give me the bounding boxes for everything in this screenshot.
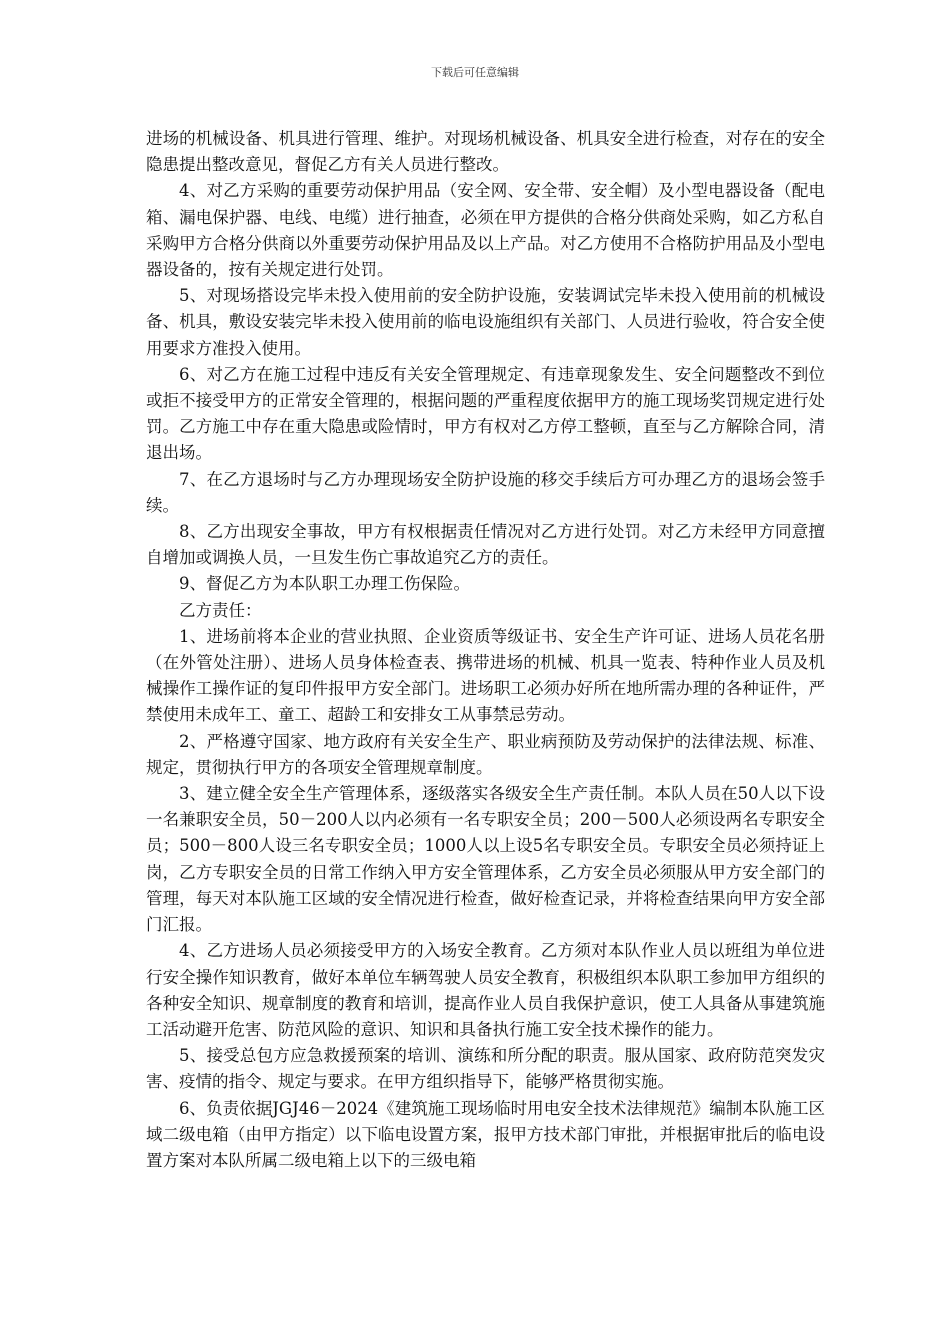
document-body bbox=[146, 126, 825, 1174]
paragraph: 5、接受总包方应急救援预案的培训、演练和所分配的职责。服从国家、政府防范突发灾害、疫情的指令、规定与要求。在甲方组织指导下，能够严格贯彻实施。 bbox=[146, 1046, 825, 1092]
paragraph: 2、严格遵守国家、地方政府有关安全生产、职业病预防及劳动保护的法律法规、标准、规定，贯彻执行甲方的各项安全管理规章制度。 bbox=[146, 731, 825, 777]
paragraph: 8、乙方出现安全事故，甲方有权根据责任情况对乙方进行处罚。对乙方未经甲方同意擅自增加或调换人员，一旦发生伤亡事故追究乙方的责任。 bbox=[146, 522, 825, 568]
paragraph: 6、对乙方在施工过程中违反有关安全管理规定、有违章现象发生、安全问题整改不到位或拒不接受甲方的正常安全管理的，根据问题的严重程度依据甲方的施工现场奖罚规定进行处罚。乙方施工中存在重大隐患或险情时，甲方有权对乙方停工整顿，直至与乙方解除合同，清退出场。 bbox=[146, 364, 825, 463]
paragraph: 7、在乙方退场时与乙方办理现场安全防护设施的移交手续后方可办理乙方的退场会签手续。 bbox=[146, 469, 825, 515]
paragraph: 9、督促乙方为本队职工办理工伤保险。 bbox=[179, 574, 470, 594]
paragraph: 4、乙方进场人员必须接受甲方的入场安全教育。乙方须对本队作业人员以班组为单位进行安全操作知识教育，做好本单位车辆驾驶人员安全教育，积极组织本队职工参加甲方组织的各种安全知识、规章制度的教育和培训，提高作业人员自我保护意识，使工人具备从事建筑施工活动避开危害、防范风险的意识、知识和具备执行施工安全技术操作的能力。 bbox=[146, 941, 825, 1039]
paragraph: 4、对乙方采购的重要劳动保护用品（安全网、安全带、安全帽）及小型电器设备（配电箱、漏电保护器、电线、电缆）进行抽查，必须在甲方提供的合格分供商处采购，如乙方私自采购甲方合格分供商以外重要劳动保护用品及以上产品。对乙方使用不合格防护用品及小型电器设备的，按有关规定进行处罚。 bbox=[146, 181, 825, 280]
section-heading-party-b: 乙方责任： bbox=[179, 600, 262, 620]
paragraph: 1、进场前将本企业的营业执照、企业资质等级证书、安全生产许可证、进场人员花名册（在外管处注册）、进场人员身体检查表、携带进场的机械、机具一览表、特种作业人员及机械操作工操作证的复印件报甲方安全部门。进场职工必须办好所在地所需办理的各种证件，严禁使用未成年工、童工、超龄工和安排女工从事禁忌劳动。 bbox=[146, 626, 825, 725]
page-header: 下载后可任意编辑 bbox=[431, 66, 519, 79]
paragraph: 3、建立健全安全生产管理体系，逐级落实各级安全生产责任制。本队人员在50人以下设一名兼职安全员，50－200人以内必须有一名专职安全员；200－500人必须设两名专职安全员；500－800人设三名专职安全员；1000人以上设5名专职安全员。专职安全员必须持证上岗，乙方专职安全员的日常工作纳入甲方安全管理体系，乙方安全员必须服从甲方安全部门的管理，每天对本队施工区域的安全情况进行检查，做好检查记录，并将检查结果向甲方安全部门汇报。 bbox=[146, 784, 825, 935]
paragraph: 进场的机械设备、机具进行管理、维护。对现场机械设备、机具安全进行检查，对存在的安全隐患提出整改意见，督促乙方有关人员进行整改。 bbox=[146, 129, 825, 175]
paragraph: 6、负责依据JGJ46－2024《建筑施工现场临时用电安全技术法律规范》编制本队施工区域二级电箱（由甲方指定）以下临电设置方案，报甲方技术部门审批，并根据审批后的临电设置方案对本队所属二级电箱上以下的三级电箱 bbox=[146, 1098, 825, 1170]
paragraph: 5、对现场搭设完毕未投入使用前的安全防护设施，安装调试完毕未投入使用前的机械设备、机具，敷设安装完毕未投入使用前的临电设施组织有关部门、人员进行验收，符合安全使用要求方准投入使用。 bbox=[146, 286, 825, 358]
